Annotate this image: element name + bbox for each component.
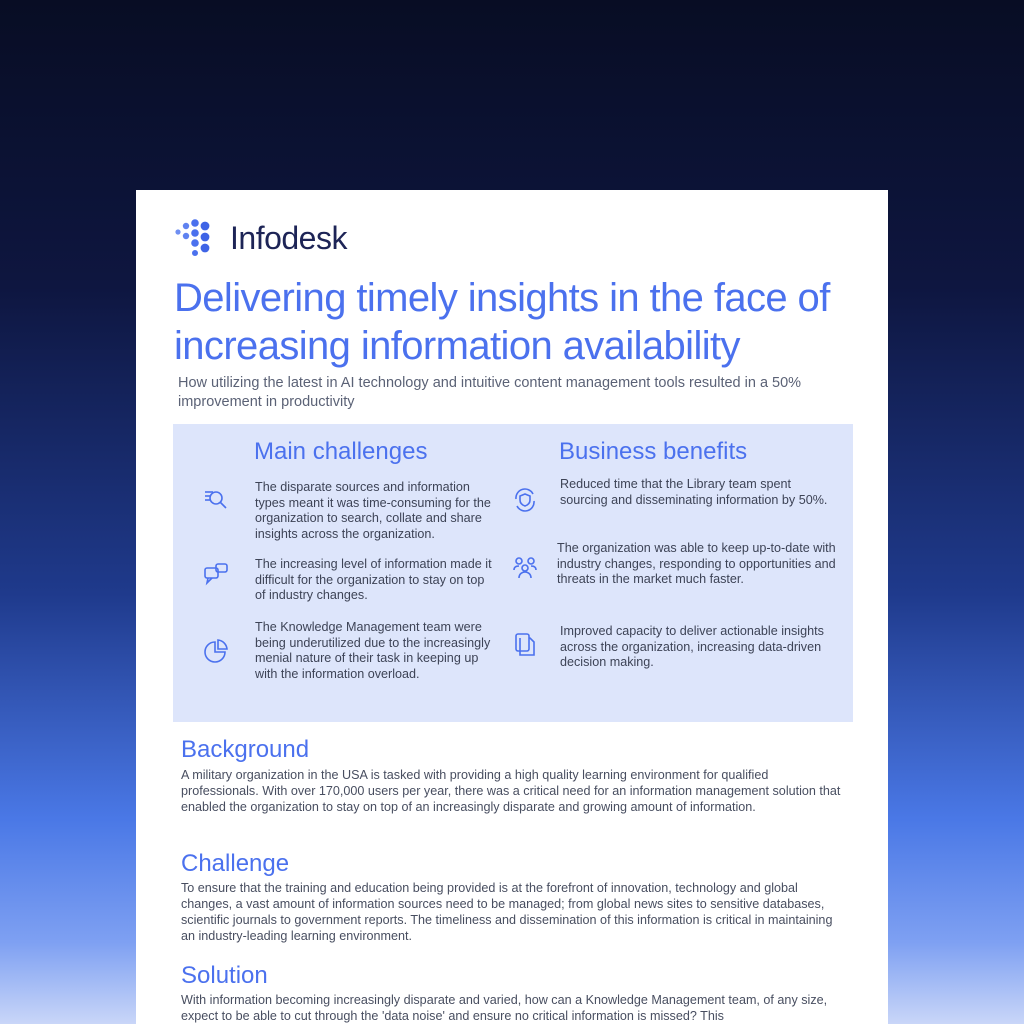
chat-bubbles-icon <box>201 560 231 590</box>
document-page <box>136 190 888 1024</box>
section-text-challenge: To ensure that the training and education being provided is at the forefront of innovation, technology and global changes, a vast amount of information sources need to be managed; from global news sites to sensitive databases, scientific journals to government reports. The timeliness and dissemination of this information is critical in maintaining an industry-leading learning environment. <box>181 881 833 943</box>
brand-name: Infodesk <box>230 219 347 256</box>
page-title: Delivering timely insights in the face of increasing information availability <box>174 276 830 368</box>
highlights-panel <box>173 424 853 722</box>
brand-logo <box>174 218 347 258</box>
benefit-text: The organization was able to keep up-to-date with industry changes, responding to opportunities and threats in the market much faster. <box>557 541 836 586</box>
section-heading-background: Background <box>181 736 310 763</box>
challenge-text: The Knowledge Management team were being underutilized due to the increasingly menial nature of their task in keeping up with the information overload. <box>255 620 491 681</box>
page-subtitle: How utilizing the latest in AI technology and intuitive content management tools resulted in a 50% improvement in productivity <box>178 375 802 410</box>
section-text-background: A military organization in the USA is tasked with providing a high quality learning environment for qualified professionals. With over 170,000 users per year, there was a critical need for an information management solution that enabled the organization to stay on top of an increasingly disparate and growing amount of information. <box>181 768 841 814</box>
challenge-text: The disparate sources and information types meant it was time-consuming for the organization to search, collate and share insights across the organization. <box>255 480 491 541</box>
section-text-solution: With information becoming increasingly disparate and varied, how can a Knowledge Management team, of any size, expect to be able to cut through the 'data noise' and ensure no critical information is missed? This <box>181 993 828 1023</box>
section-heading-solution: Solution <box>181 962 268 989</box>
challenge-text: The increasing level of information made it difficult for the organization to stay on top of industry changes. <box>255 557 492 602</box>
benefit-text: Reduced time that the Library team spent sourcing and disseminating information by 50%. <box>560 477 828 507</box>
shield-refresh-icon <box>510 485 540 515</box>
search-list-icon <box>201 484 231 514</box>
section-heading-challenge: Challenge <box>181 850 290 877</box>
documents-icon <box>510 630 540 660</box>
benefit-text: Improved capacity to deliver actionable insights across the organization, increasing data-driven decision making. <box>560 624 824 669</box>
challenges-heading: Main challenges <box>254 438 428 465</box>
people-group-icon <box>510 552 540 582</box>
dots-cluster-icon <box>174 218 218 258</box>
pie-chart-icon <box>201 636 231 666</box>
benefits-heading: Business benefits <box>559 438 748 465</box>
